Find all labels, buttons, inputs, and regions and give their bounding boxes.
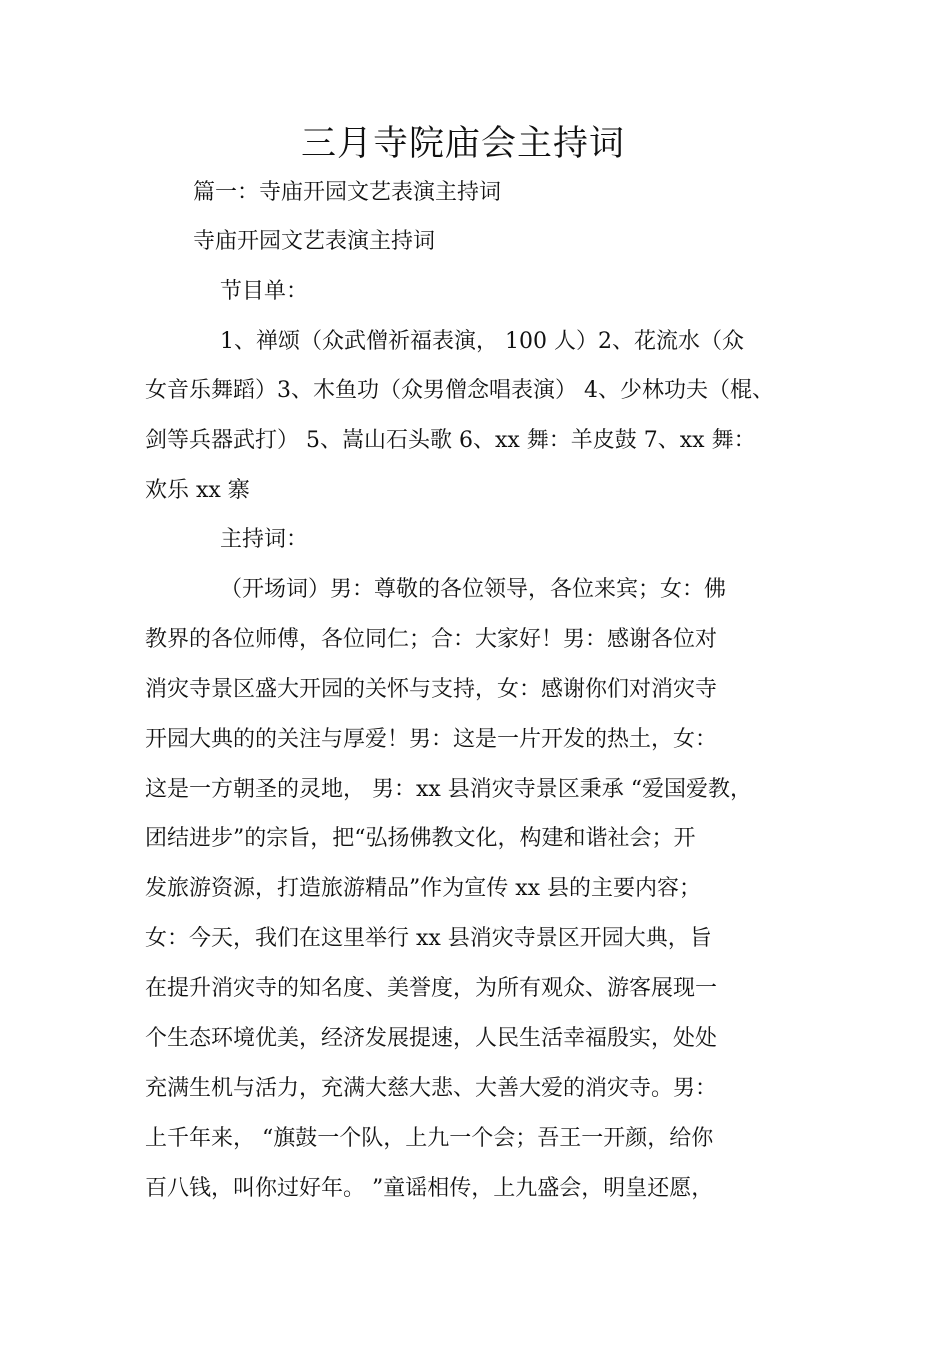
host-line: 开园大典的的关注与厚爱！男：这是一片开发的热土，女： (145, 727, 718, 752)
host-line: 消灾寺景区盛大开园的关怀与支持，女：感谢你们对消灾寺 (145, 677, 718, 702)
host-line: 上千年来， “旗鼓一个队，上九一个会；吾王一开颜，给你 (145, 1126, 714, 1151)
host-line: 女：今天，我们在这里举行 xx 县消灾寺景区开园大典，旨 (145, 926, 712, 951)
host-line: 发旅游资源，打造旅游精品”作为宣传 xx 县的主要内容； (145, 876, 702, 901)
program-line: 女音乐舞蹈）3、木鱼功（众男僧念唱表演） 4、少林功夫（棍、 (145, 378, 774, 403)
section-heading: 篇一：寺庙开园文艺表演主持词 (193, 180, 502, 205)
program-line: 欢乐 xx 寨 (145, 478, 250, 503)
host-line: （开场词）男：尊敬的各位领导，各位来宾；女：佛 (220, 577, 727, 602)
host-line: 这是一方朝圣的灵地， 男：xx 县消灾寺景区秉承 “爱国爱教， (145, 777, 753, 802)
program-line: 剑等兵器武打） 5、嵩山石头歌 6、xx 舞：羊皮鼓 7、xx 舞： (145, 428, 756, 453)
host-line: 百八钱，叫你过好年。 ”童谣相传，上九盛会，明皇还愿， (145, 1176, 714, 1201)
host-line: 在提升消灾寺的知名度、美誉度，为所有观众、游客展现一 (145, 976, 718, 1001)
host-line: 充满生机与活力，充满大慈大悲、大善大爱的消灾寺。男： (145, 1076, 718, 1101)
document-title: 三月寺院庙会主持词 (300, 124, 625, 164)
host-line: 个生态环境优美，经济发展提速，人民生活幸福殷实，处处 (145, 1026, 718, 1051)
host-line: 教界的各位师傅，各位同仁；合：大家好！男：感谢各位对 (145, 627, 718, 652)
host-line: 团结进步”的宗旨，把“弘扬佛教文化，构建和谐社会；开 (145, 826, 696, 851)
program-label: 节目单： (220, 279, 309, 304)
program-line: 1、禅颂（众武僧祈福表演， 100 人）2、花流水（众 (220, 329, 744, 354)
subheading: 寺庙开园文艺表演主持词 (193, 229, 436, 254)
host-label: 主持词： (220, 527, 309, 552)
